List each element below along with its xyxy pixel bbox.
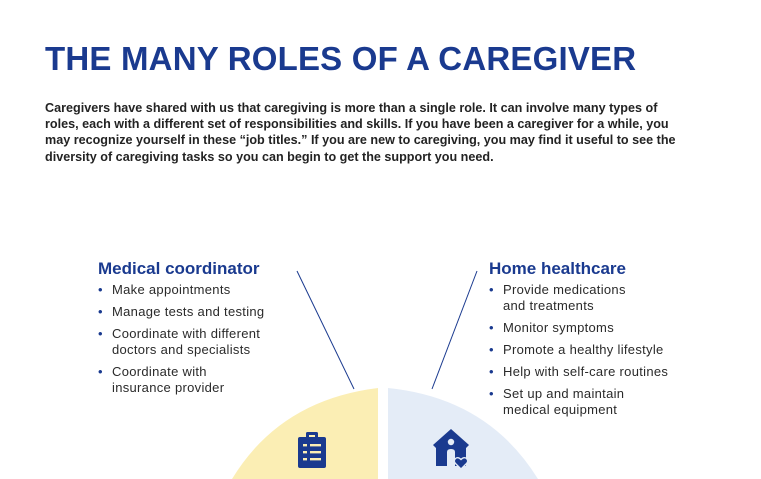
task-list (489, 282, 729, 418)
list-item: • Set up and maintain medical equipment (489, 386, 729, 418)
intro-paragraph: Caregivers have shared with us that caregiving is more than a single role. It can involve many types of roles, each with a different set of responsibilities and skills. If you have been a caregiver for a while, you may recognize yourself in these “job titles.” If you are new to caregiving, you may find it useful to see the diversity of caregiving tasks so you can begin to get the support you need. (45, 101, 676, 164)
role-title: Home healthcare (489, 259, 626, 278)
page-title: THE MANY ROLES OF A CAREGIVER (45, 40, 637, 77)
clipboard-checklist-icon (298, 432, 326, 468)
list-item: • Coordinate with insurance provider (98, 364, 338, 396)
task-list (98, 282, 338, 396)
list-item: • Make appointments (98, 282, 338, 298)
list-item: • Coordinate with different doctors and specialists (98, 326, 338, 358)
role-title: Medical coordinator (98, 259, 260, 278)
list-item: • Monitor symptoms (489, 320, 729, 336)
list-item: • Manage tests and testing (98, 304, 338, 320)
connector-line-right (432, 271, 477, 389)
role-home-healthcare (489, 259, 729, 424)
list-item: • Provide medications and treatments (489, 282, 729, 314)
role-medical-coordinator (98, 259, 338, 402)
list-item: • Help with self-care routines (489, 364, 729, 380)
list-item: • Promote a healthy lifestyle (489, 342, 729, 358)
